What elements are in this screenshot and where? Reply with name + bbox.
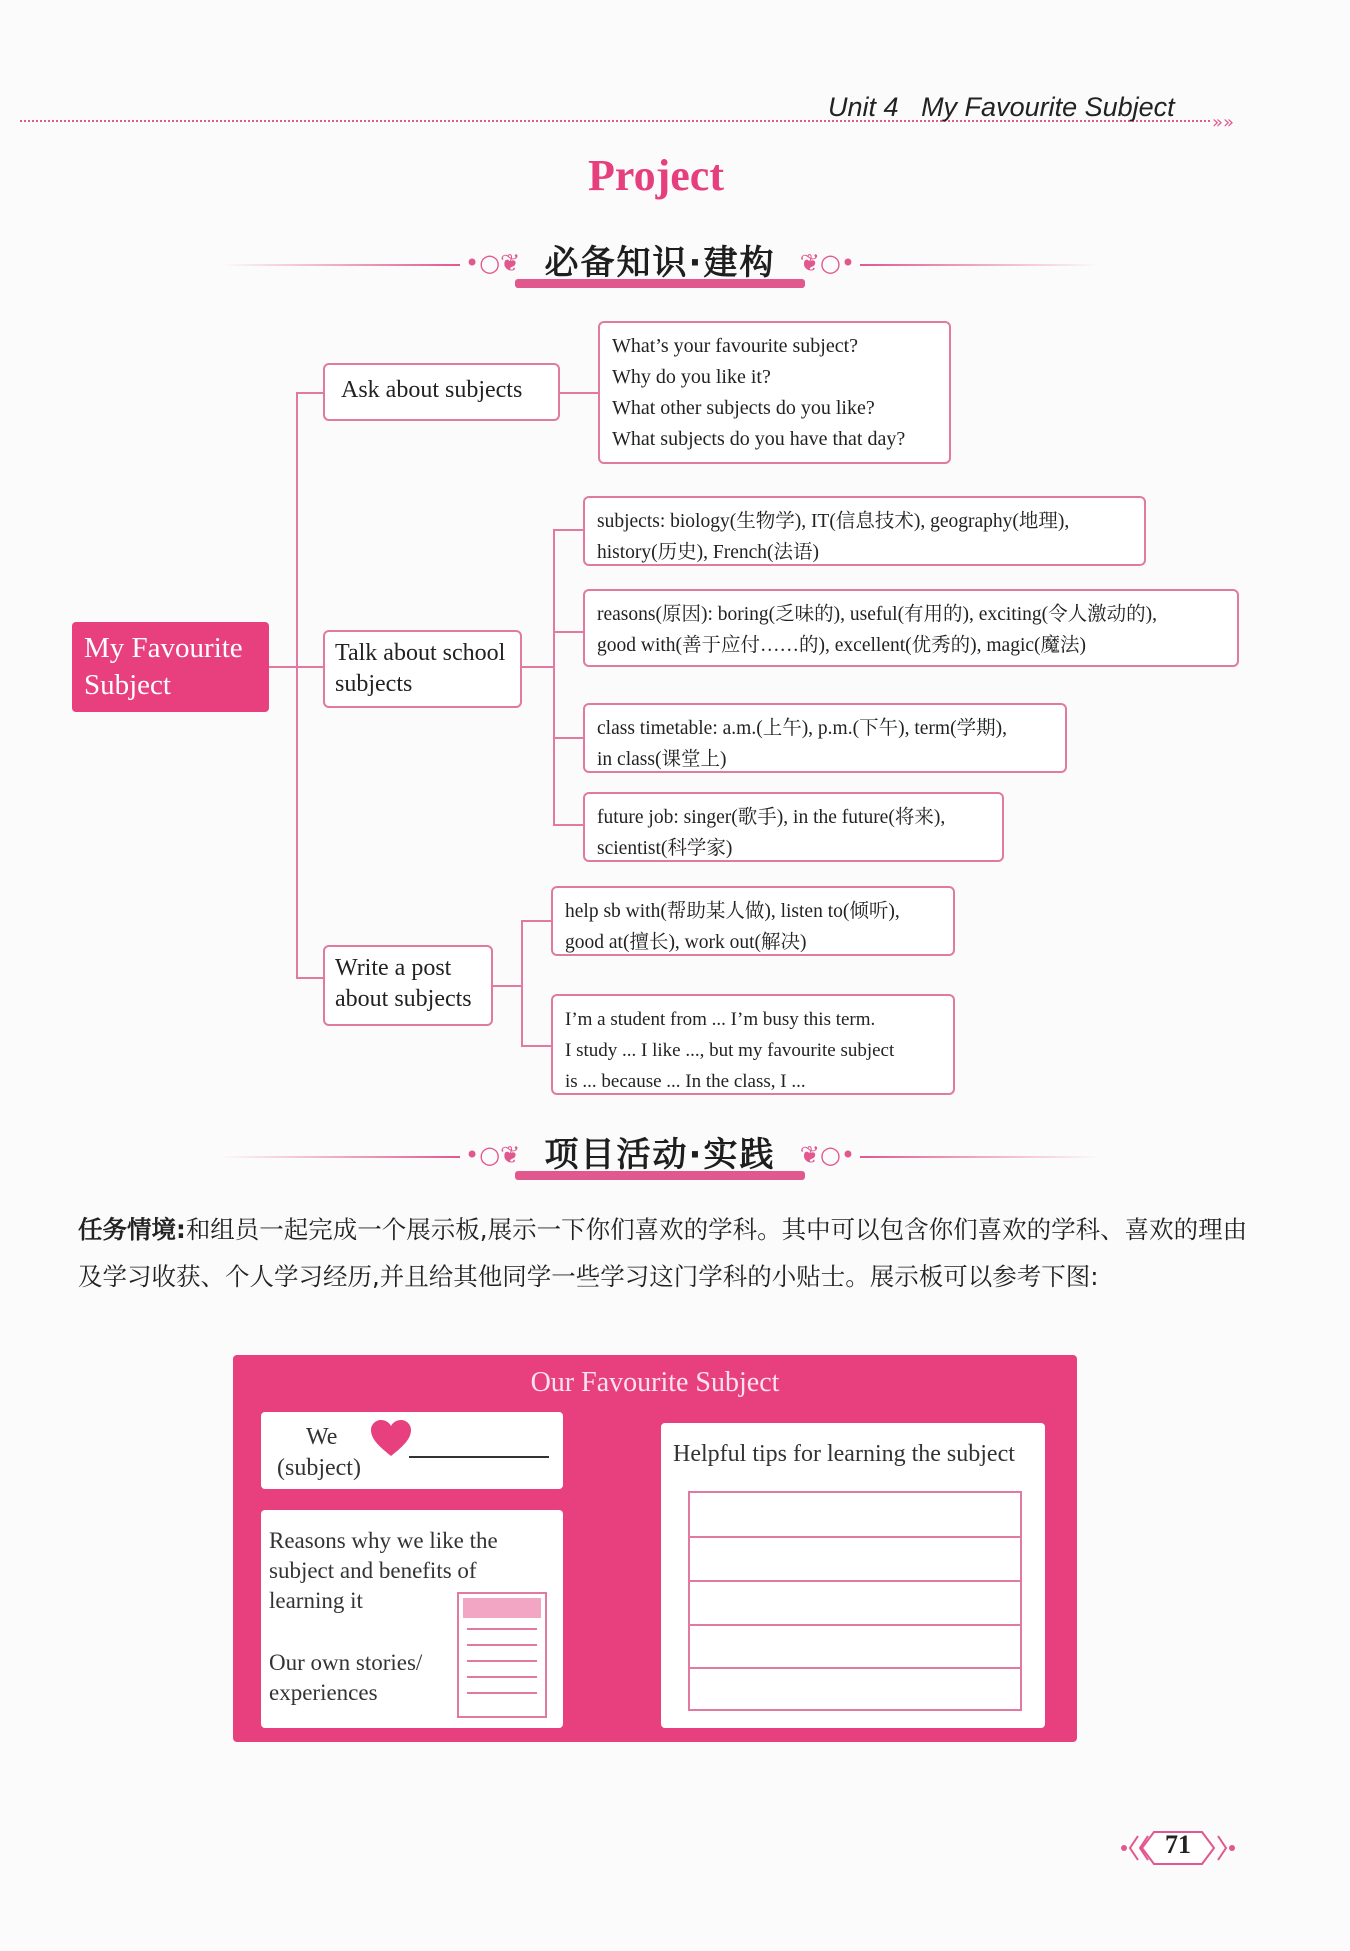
vocab-line: scientist(科学家) <box>597 838 733 859</box>
we-label: We <box>306 1424 338 1450</box>
task-paragraph <box>78 1206 1258 1300</box>
reasons-line: subject and benefits of <box>269 1558 477 1583</box>
branch-write <box>323 945 493 1026</box>
blank-line <box>409 1456 549 1458</box>
branch-label: Talk about school <box>335 640 506 666</box>
connector-line <box>296 977 323 979</box>
stories-text <box>269 1648 422 1708</box>
we-love-panel <box>261 1412 563 1489</box>
stories-line: experiences <box>269 1680 378 1705</box>
branch-ask <box>323 363 560 421</box>
section-banner-knowledge <box>220 235 1100 295</box>
tips-row-line <box>690 1624 1020 1626</box>
section-title: 必备知识·建构 <box>544 243 776 283</box>
page-number: 71 <box>1165 1830 1191 1859</box>
root-line: My Favourite <box>84 632 243 664</box>
heart-icon <box>369 1418 413 1458</box>
connector-line <box>296 666 323 668</box>
template-line: I study ... I like ..., but my favourite subject <box>565 1040 895 1061</box>
tips-row-line <box>690 1580 1020 1582</box>
stories-line: Our own stories/ <box>269 1650 423 1675</box>
template-line: is ... because ... In the class, I ... <box>565 1071 806 1092</box>
vocab-line: in class(课堂上) <box>597 749 727 770</box>
section-title: 项目活动·实践 <box>544 1135 776 1175</box>
subject-label: (subject) <box>277 1455 361 1481</box>
template-line: I’m a student from ... I’m busy this term. <box>565 1009 876 1030</box>
header-unit-title <box>828 92 1175 123</box>
talk-timetable-box <box>583 703 1067 773</box>
task-text: 和组员一起完成一个展示板,展示一下你们喜欢的学科。其中可以包含你们喜欢的学科、喜欢的理由及学习收获、个人学习经历,并且给其他同学一些学习这门学科的小贴士。展示板可以参考下图: <box>78 1215 1248 1291</box>
connector-line <box>493 985 521 987</box>
connector-line <box>269 666 296 668</box>
flourish-icon: ❦○• <box>799 1141 855 1169</box>
connector-line <box>560 392 598 394</box>
branch-label: Write a post <box>335 955 452 981</box>
flourish-icon: ❦○• <box>799 249 855 277</box>
vocab-line: subjects: biology(生物学), IT(信息技术), geography(地理), <box>597 511 1070 532</box>
write-template-box <box>551 994 955 1095</box>
section-banner-practice <box>220 1127 1100 1187</box>
tips-row-line <box>690 1667 1020 1669</box>
question-line: Why do you like it? <box>612 366 771 388</box>
connector-line <box>553 737 583 739</box>
question-line: What subjects do you have that day? <box>612 428 906 450</box>
page-title: Project <box>588 151 724 200</box>
talk-reasons-box <box>583 589 1239 667</box>
banner-line-left <box>220 1156 460 1158</box>
task-label: 任务情境: <box>78 1215 186 1244</box>
tips-panel <box>661 1423 1045 1728</box>
write-phrases-box <box>551 886 955 956</box>
branch-label: Ask about subjects <box>341 377 523 403</box>
branch-label: about subjects <box>335 986 472 1012</box>
talk-future-job-box <box>583 792 1004 862</box>
page-number-badge <box>1118 1828 1238 1868</box>
tips-row-line <box>690 1536 1020 1538</box>
vocab-line: good with(善于应付……的), excellent(优秀的), magic(魔法) <box>597 635 1087 656</box>
tips-title: Helpful tips for learning the subject <box>673 1441 1015 1467</box>
connector-line <box>553 631 583 633</box>
connector-line <box>553 529 555 825</box>
vocab-line: future job: singer(歌手), in the future(将来), <box>597 807 946 828</box>
connector-line <box>553 529 583 531</box>
reasons-line: learning it <box>269 1588 363 1613</box>
flourish-icon: •○❦ <box>465 1141 521 1169</box>
ask-questions-box <box>598 321 951 464</box>
question-line: What other subjects do you like? <box>612 397 875 419</box>
vocab-line: class timetable: a.m.(上午), p.m.(下午), term(学期), <box>597 718 1007 739</box>
connector-line <box>521 920 523 1046</box>
banner-line-right <box>860 1156 1100 1158</box>
header-arrows-icon: »» <box>1212 112 1235 133</box>
banner-line-right <box>860 264 1100 266</box>
connector-line <box>522 666 553 668</box>
branch-talk <box>323 630 522 708</box>
connector-line <box>521 1045 551 1047</box>
banner-line-left <box>220 264 460 266</box>
board-title: Our Favourite Subject <box>530 1367 780 1398</box>
header-unit: Unit 4 <box>828 92 899 122</box>
connector-line <box>296 392 323 394</box>
vocab-line: reasons(原因): boring(乏味的), useful(有用的), exciting(令人激动的), <box>597 604 1157 625</box>
root-line: Subject <box>84 669 171 701</box>
branch-label: subjects <box>335 671 413 697</box>
flourish-icon: •○❦ <box>465 249 521 277</box>
connector-line <box>296 392 298 978</box>
mindmap-root <box>72 622 269 712</box>
talk-subjects-box <box>583 496 1146 566</box>
header-subject: My Favourite Subject <box>921 92 1175 122</box>
connector-line <box>553 824 583 826</box>
notebook-icon <box>457 1592 547 1718</box>
question-line: What’s your favourite subject? <box>612 335 859 357</box>
vocab-line: history(历史), French(法语) <box>597 542 820 563</box>
phrase-line: good at(擅长), work out(解决) <box>565 932 807 953</box>
phrase-line: help sb with(帮助某人做), listen to(倾听), <box>565 901 900 922</box>
reasons-line: Reasons why we like the <box>269 1528 498 1553</box>
reasons-panel <box>261 1510 563 1728</box>
tips-table <box>688 1491 1022 1711</box>
connector-line <box>521 920 551 922</box>
